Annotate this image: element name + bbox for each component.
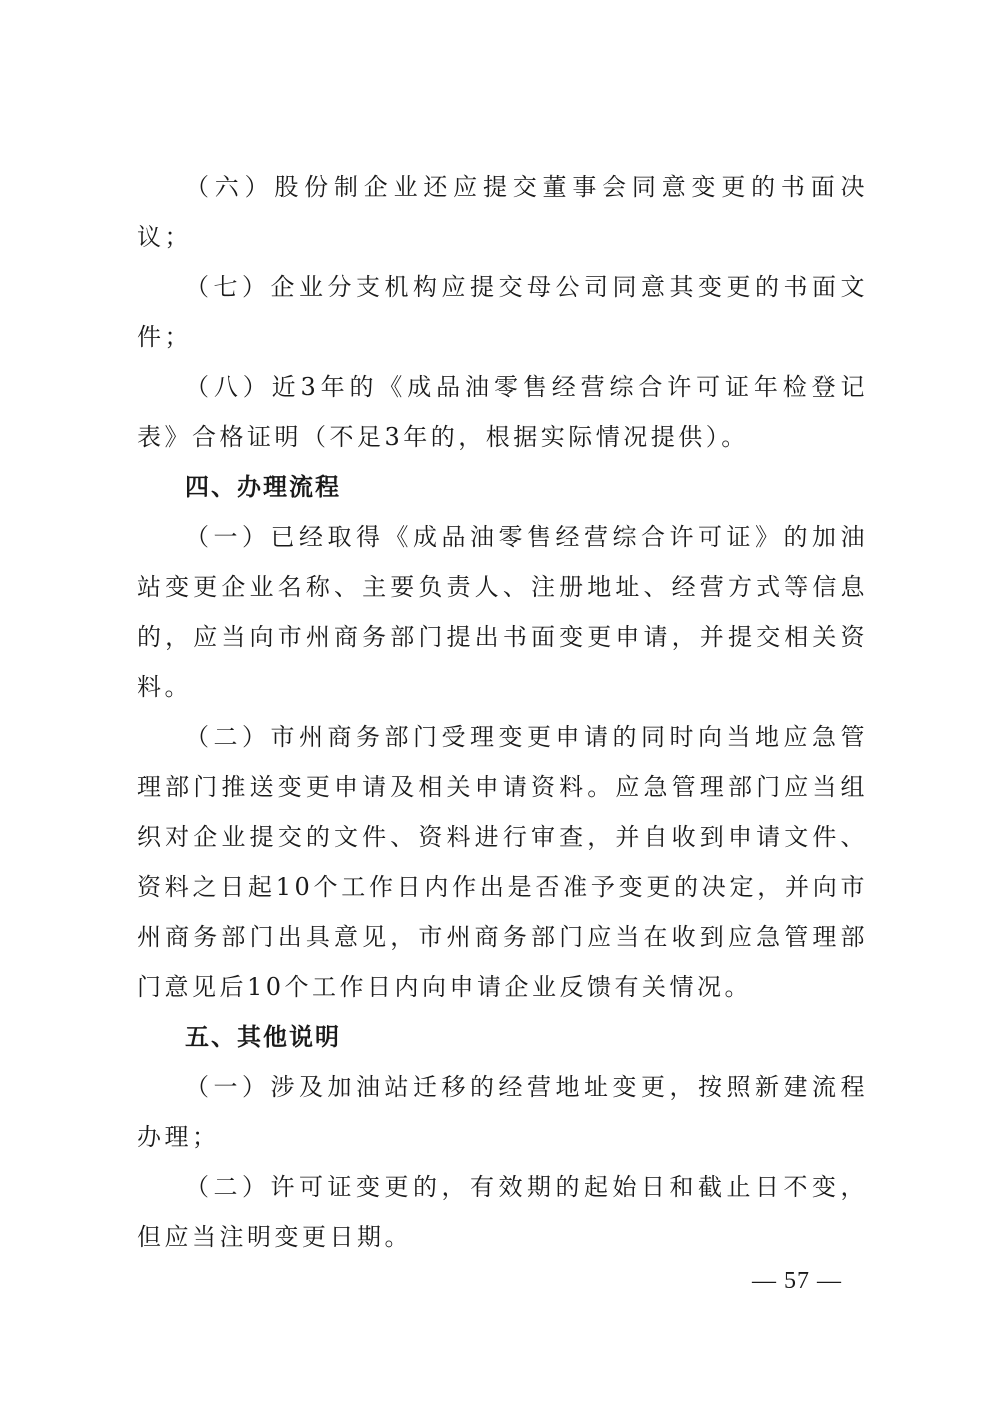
section-heading-other: 五、其他说明 bbox=[185, 1023, 341, 1051]
paragraph-process-2: （二）市州商务部门受理变更申请的同时向当地应急管理部门推送变更申请及相关申请资料。应急管理部门应当组织对企业提交的文件、资料进行审查，并自收到申请文件、资料之日起10个工作日内作出是否准予变更的决定，并向市州商务部门出具意见，市州商务部门应当在收到应急管理部门意见后10个工作日内向申请企业反馈有关情况。 bbox=[137, 723, 868, 1001]
paragraph-process-1: （一）已经取得《成品油零售经营综合许可证》的加油站变更企业名称、主要负责人、注册地址、经营方式等信息的，应当向市州商务部门提出书面变更申请，并提交相关资料。 bbox=[137, 523, 868, 701]
paragraph-item-6: （六）股份制企业还应提交董事会同意变更的书面决议； bbox=[137, 173, 868, 251]
page-number: — 57 — bbox=[752, 1268, 842, 1294]
section-heading-process: 四、办理流程 bbox=[185, 473, 341, 501]
paragraph-other-1: （一）涉及加油站迁移的经营地址变更，按照新建流程办理； bbox=[137, 1073, 868, 1151]
paragraph-item-7: （七）企业分支机构应提交母公司同意其变更的书面文件； bbox=[137, 273, 868, 351]
paragraph-other-2: （二）许可证变更的，有效期的起始日和截止日不变，但应当注明变更日期。 bbox=[137, 1173, 868, 1251]
paragraph-item-8: （八）近3年的《成品油零售经营综合许可证年检登记表》合格证明（不足3年的，根据实际情况提供）。 bbox=[137, 373, 868, 451]
document-body bbox=[137, 162, 868, 1262]
